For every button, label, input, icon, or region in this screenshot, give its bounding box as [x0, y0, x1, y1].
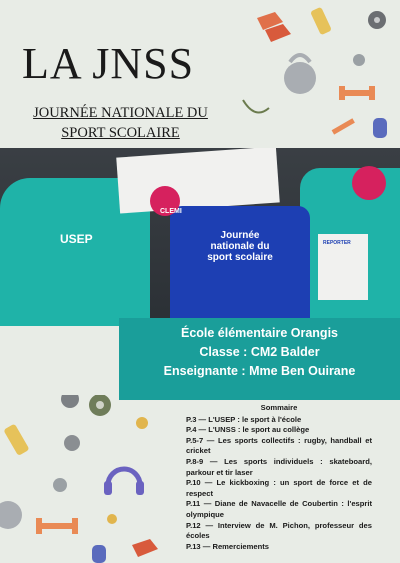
sneakers-icon [132, 539, 158, 557]
cover-photo [0, 148, 400, 326]
clemi-label: CLEMI [160, 208, 182, 215]
glove-icon [92, 545, 106, 563]
kettlebell-icon [0, 501, 22, 529]
toc-item: P.3 — L'USEP : le sport à l'école [186, 414, 302, 424]
microphone-icon [352, 166, 386, 200]
toc-heading: Sommaire [260, 403, 298, 412]
water-bottle-icon [3, 424, 29, 456]
toc-item: P.10 — Le kickboxing : un sport de force et de respect [186, 478, 372, 498]
page-title: LA JNSS [22, 39, 195, 88]
subtitle: JOURNÉE NATIONALE DU SPORT SCOLAIRE [33, 105, 208, 141]
weight-plate-icon [61, 395, 79, 408]
weight-plate-icon [89, 395, 111, 416]
school-name: École élémentaire Orangis [180, 326, 338, 340]
teacher-name: Enseignante : Mme Ben Ouirane [163, 364, 356, 378]
jump-rope-icon [243, 100, 269, 113]
class-info-banner [119, 318, 400, 400]
toc-item: P.11 — Diane de Navacelle de Coubertin : l'esprit olympique [186, 499, 372, 519]
sneakers-icon [257, 12, 291, 42]
headphones-icon [104, 469, 144, 495]
toc-item: P.5-7 — Les sports collectifs : rugby, handball et cricket [186, 435, 372, 456]
dumbbell-icon [339, 86, 375, 100]
kettlebell-icon [284, 55, 316, 94]
sport-illustrations-top [235, 0, 400, 150]
toc-item: P.12 — Interview de M. Pichon, professeur des écoles [186, 520, 372, 541]
table-of-contents [186, 403, 372, 552]
sport-illustrations-bottom [0, 395, 180, 563]
glove-icon [373, 118, 387, 138]
toc-item: P.8-9 — Les sports individuels : skateboard, parkour et tir laser [186, 456, 372, 477]
weight-plate-icon [64, 435, 80, 451]
bag-text: Journée nationale du sport scolaire [207, 230, 273, 263]
badge-label: REPORTER [323, 240, 351, 246]
whistle-icon [136, 417, 148, 429]
class-name: Classe : CM2 Balder [199, 345, 320, 359]
weight-plate-icon [353, 54, 365, 66]
dumbbell-icon [36, 518, 78, 534]
dumbbell-icon [332, 118, 355, 134]
toc-item: P.4 — L'UNSS : le sport au collège [186, 425, 310, 435]
toc-item: P.13 — Remerciements [186, 541, 270, 551]
sport-bag [170, 206, 310, 326]
usep-logo: USEP [60, 232, 93, 246]
paper-sheet [116, 148, 280, 214]
weight-plate-icon [368, 11, 386, 29]
weight-plate-icon [53, 478, 67, 492]
medal-icon [107, 514, 117, 524]
water-bottle-icon [310, 7, 332, 36]
